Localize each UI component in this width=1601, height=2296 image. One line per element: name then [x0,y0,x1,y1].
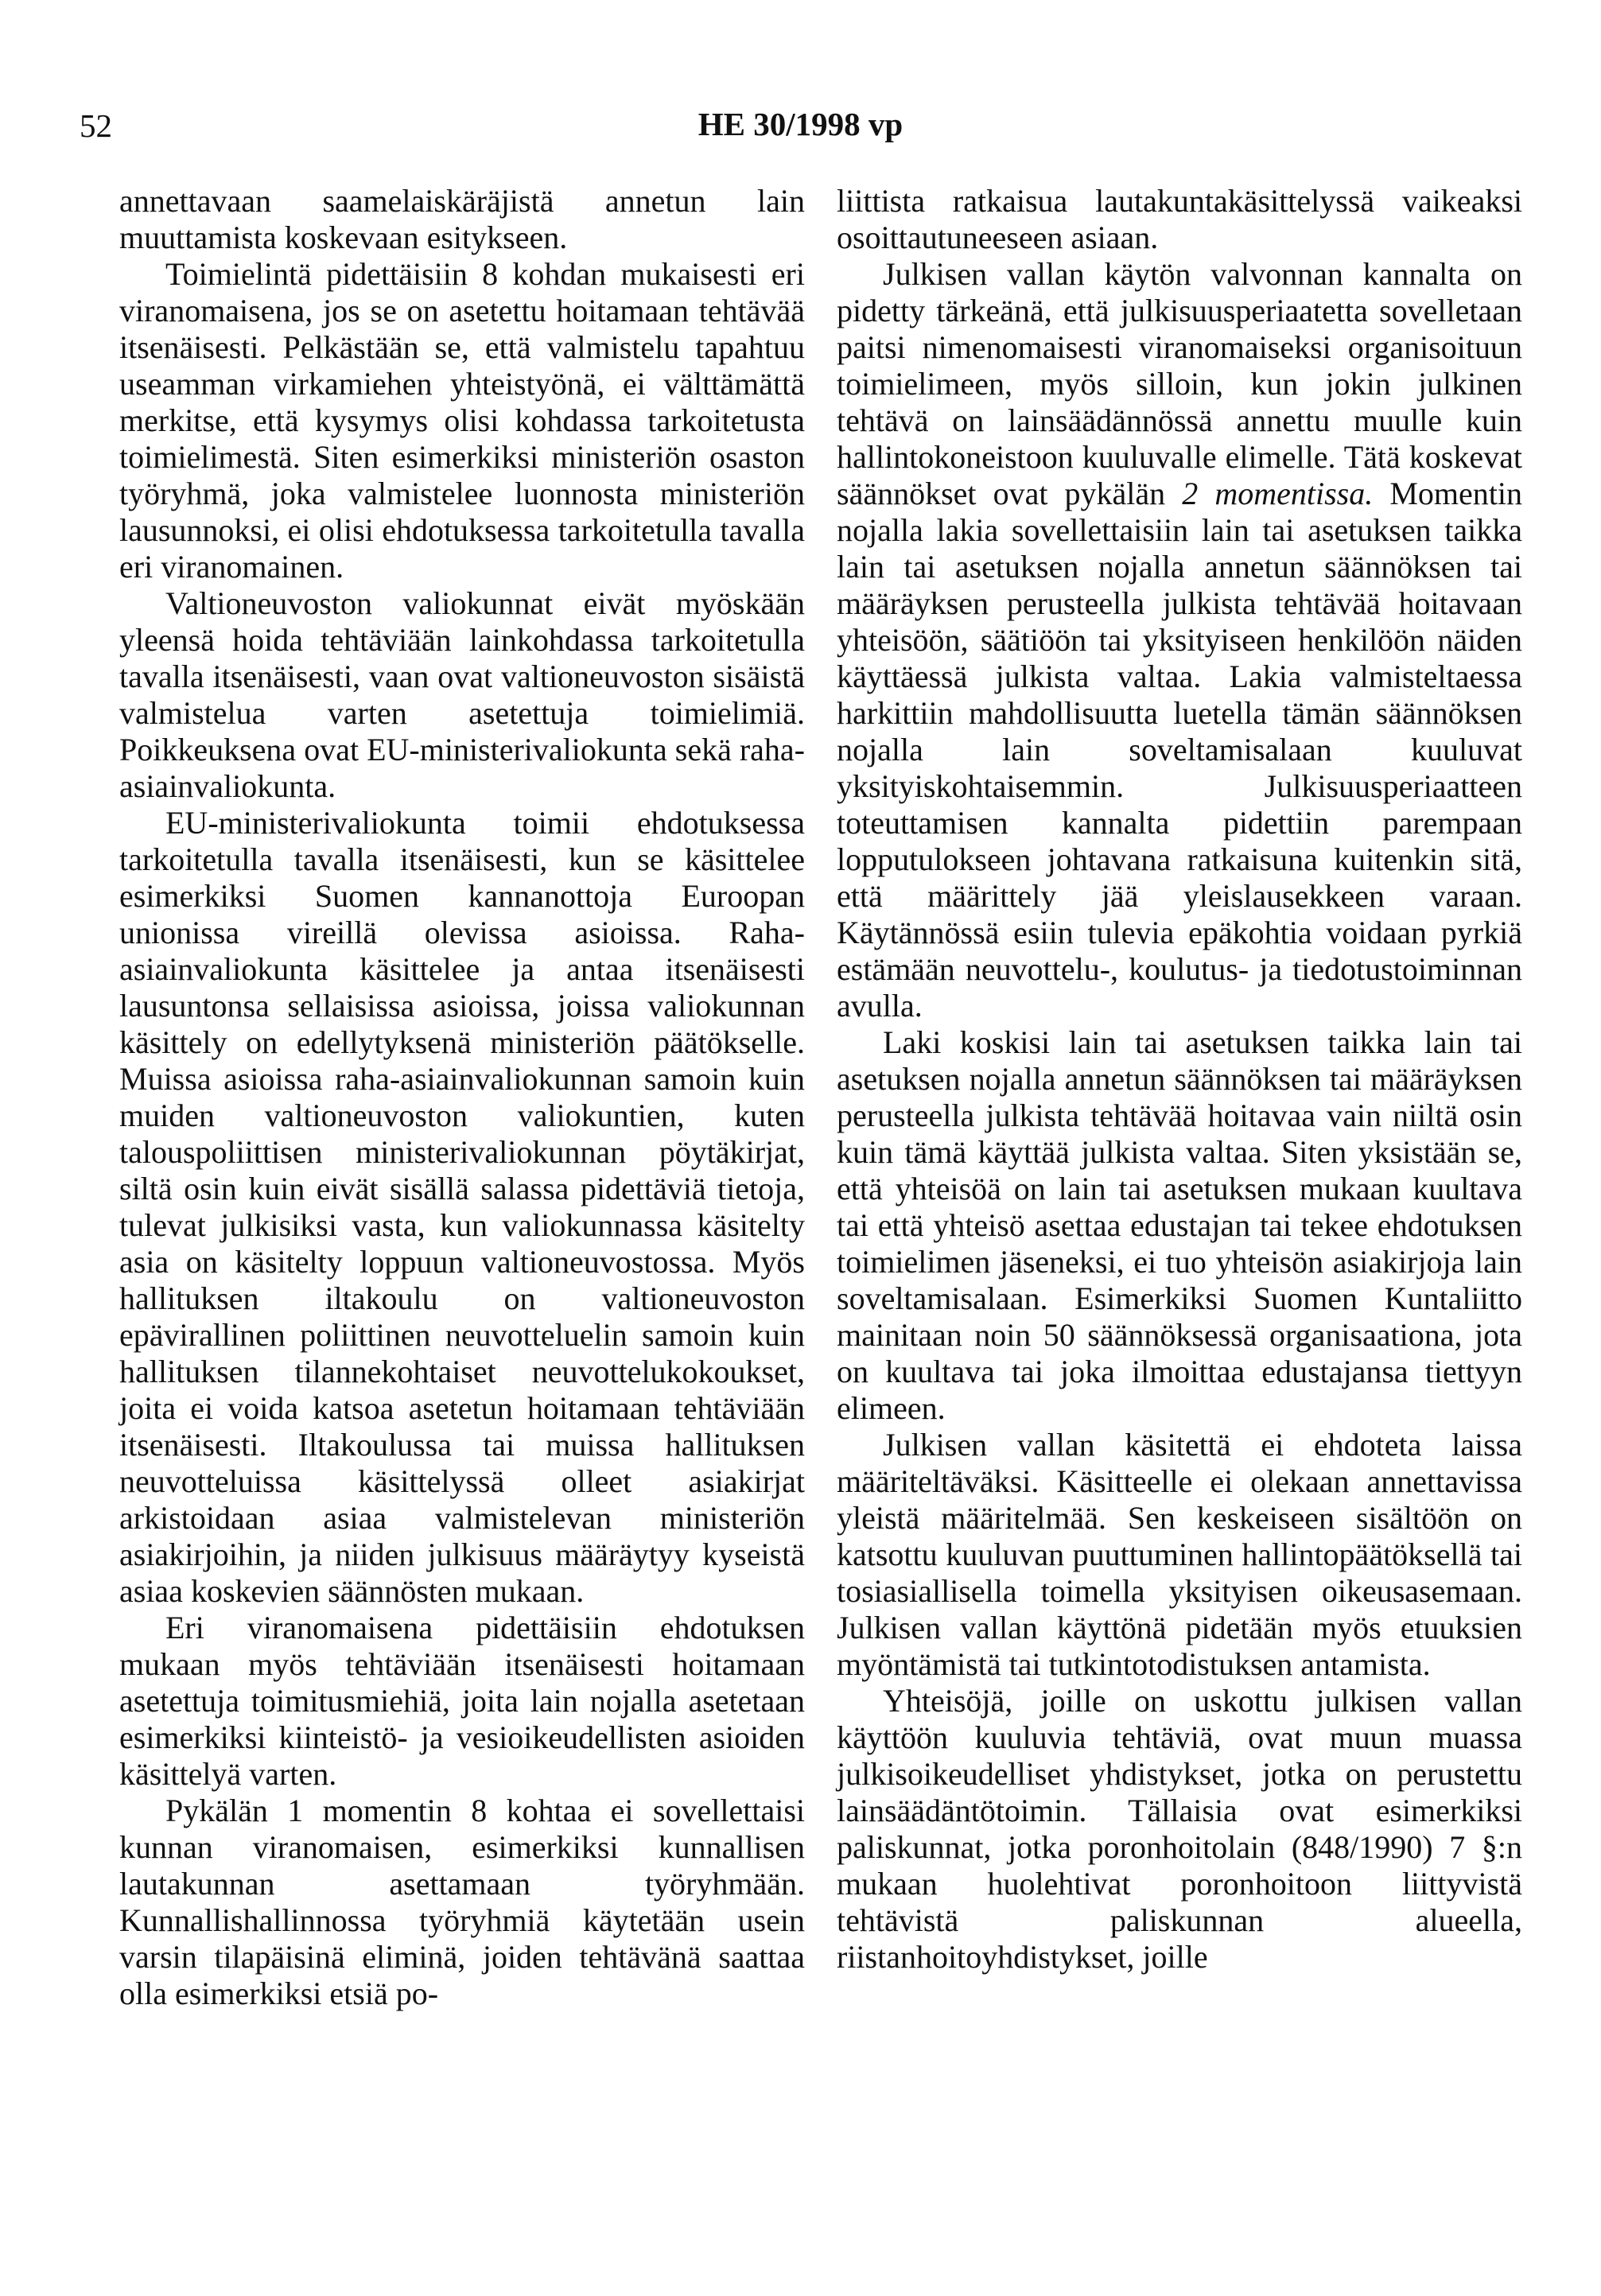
paragraph: Eri viranomaisena pidettäisiin ehdotuksen mukaan myös tehtäviään itsenäisesti hoitamaan asetettuja toimitusmiehiä, joita lain nojalla asetetaan esimerkiksi kiinteistö- ja vesioikeudellisten asioiden käsittelyä varten. [119,1610,805,1792]
paragraph [837,1024,1522,1427]
paragraph-text: Momentin nojalla lakia sovellettaisiin lain tai asetuksen taikka lain tai asetuksen nojalla annetun säännöksen tai määräyksen perusteella julkista tehtävää hoitavaan yhteisöön, säätiöön tai yksityiseen henkilöön näiden käyttäessä julkista valtaa. Lakia valmisteltaessa harkittiin mahdollisuutta luetella tämän säännöksen nojalla lain soveltamisalaan kuuluvat yksityiskohtaisemmin. Julkisuusperiaatteen toteuttamisen kannalta pidettiin parempaan lopputulokseen johtavana ratkaisuna kuitenkin sitä, että määrittely jää yleislausekkeen varaan. Käytännössä esiin tulevia epäkohtia voidaan pyrkiä estämään neuvottelu-, koulutus- ja tiedotustoiminnan avulla. [837,476,1522,1024]
paragraph: annettavaan saamelaiskäräjistä annetun lain muuttamista koskevaan esitykseen. [119,183,805,255]
paragraph-text: Yhteisöjä, joille on uskottu julkisen vallan käyttöön kuuluvia tehtäviä, ovat muun muassa julkisoikeudelliset yhdistykset, jotka on perustettu lainsäädäntötoimin. Tällaisia ovat esimerkiksi paliskunnat, jotka poronhoitolain (848/1990) 7 §:n mukaan huolehtivat poronhoitoon liittyvistä tehtävistä paliskunnan alueella, riistanhoitoyhdistykset, joille [837,1683,1522,1975]
italic-reference: 2 momentissa. [1182,476,1374,511]
paragraph-text: Laki koskisi lain tai asetuksen taikka lain tai asetuksen nojalla annetun säännöksen tai määräyksen perusteella julkista tehtävää hoitavaa vain niiltä osin kuin tämä käyttää julkista valtaa. Siten yksistään se, että yhteisöä on lain tai asetuksen mukaan kuultava tai että yhteisö asettaa edustajan tai tekee ehdotuksen toimielimen jäseneksi, ei tuo yhteisön asiakirjoja lain soveltamisalaan. Esimerkiksi Suomen Kuntaliitto mainitaan noin 50 säännöksessä organisaationa, jota on kuultava tai joka ilmoittaa edustajansa tiettyyn elimeen. [837,1024,1522,1426]
right-column [837,183,1522,1975]
paragraph [837,256,1522,1024]
running-head: HE 30/1998 vp [698,106,903,142]
paragraph: Toimielintä pidettäisiin 8 kohdan mukaisesti eri viranomaisena, jos se on asetettu hoitamaan tehtävää itsenäisesti. Pelkästään se, että valmistelu tapahtuu useamman virkamiehen yhteistyönä, ei välttämättä merkitse, että kysymys olisi kohdassa tarkoitetusta toimielimestä. Siten esimerkiksi ministeriön osaston työryhmä, joka valmistelee luonnosta ministeriön lausunnoksi, ei olisi ehdotuksessa tarkoitetulla tavalla eri viranomainen. [119,256,805,585]
paragraph [837,1427,1522,1683]
paragraph-text: Julkisen vallan käytön valvonnan kannalta on pidetty tärkeänä, että julkisuusperiaatetta sovelletaan paitsi nimenomaisesti viranomaiseksi organisoituun toimielimeen, myös silloin, kun jokin julkinen tehtävä on lainsäädännössä annettu muulle kuin hallintokoneistoon kuuluvalle elimelle. Tätä koskevat säännökset ovat pykälän [837,256,1522,511]
paragraph: EU-ministerivaliokunta toimii ehdotuksessa tarkoitetulla tavalla itsenäisesti, kun se käsittelee esimerkiksi Suomen kannanottoja Euroopan unionissa vireillä olevissa asioissa. Raha-asiainvaliokunta käsittelee ja antaa itsenäisesti lausuntonsa sellaisissa asioissa, joissa valiokunnan käsittely on edellytyksenä ministeriön päätökselle. Muissa asioissa raha-asiainvaliokunnan samoin kuin muiden valtioneuvoston valiokuntien, kuten talouspoliittisen ministerivaliokunnan pöytäkirjat, siltä osin kuin eivät sisällä salassa pidettäviä tietoja, tulevat julkisiksi vasta, kun valiokunnassa käsitelty asia on käsitelty loppuun valtioneuvostossa. Myös hallituksen iltakoulu on valtioneuvoston epävirallinen poliittinen neuvotteluelin samoin kuin hallituksen tilannekohtaiset neuvottelukokoukset, joita ei voida katsoa asetetun hoitamaan tehtäviään itsenäisesti. Iltakoulussa tai muissa hallituksen neuvotteluissa käsittelyssä olleet asiakirjat arkistoidaan asiaa valmistelevan ministeriön asiakirjoihin, ja niiden julkisuus määräytyy kyseistä asiaa koskevien säännösten mukaan. [119,805,805,1609]
paragraph-text: liittista ratkaisua lautakuntakäsittelyssä vaikeaksi osoittautuneeseen asiaan. [837,183,1522,255]
paragraph: Pykälän 1 momentin 8 kohtaa ei sovellettaisi kunnan viranomaisen, esimerkiksi kunnallisen lautakunnan asettamaan työryhmään. Kunnallishallinnossa työryhmiä käytetään usein varsin tilapäisinä eliminä, joiden tehtävänä saattaa olla esimerkiksi etsiä po- [119,1793,805,2011]
paragraph: Valtioneuvoston valiokunnat eivät myöskään yleensä hoida tehtäviään lainkohdassa tarkoitetulla tavalla itsenäisesti, vaan ovat valtioneuvoston sisäistä valmistelua varten asetettuja toimielimiä. Poikkeuksena ovat EU-ministerivaliokunta sekä raha-asiainvaliokunta. [119,585,805,804]
page-number: 52 [80,107,112,144]
left-column [119,183,805,2012]
paragraph [837,1683,1522,1975]
paragraph [837,183,1522,256]
paragraph-text: Julkisen vallan käsitettä ei ehdoteta laissa määriteltäväksi. Käsitteelle ei olekaan annettavissa yleistä määritelmää. Sen keskeiseen sisältöön on katsottu kuuluvan puuttuminen hallintopäätöksellä tai tosiasiallisella toimella yksityisen oikeusasemaan. Julkisen vallan käyttönä pidetään myös etuuksien myöntämistä tai tutkintotodistuksen antamista. [837,1427,1522,1682]
